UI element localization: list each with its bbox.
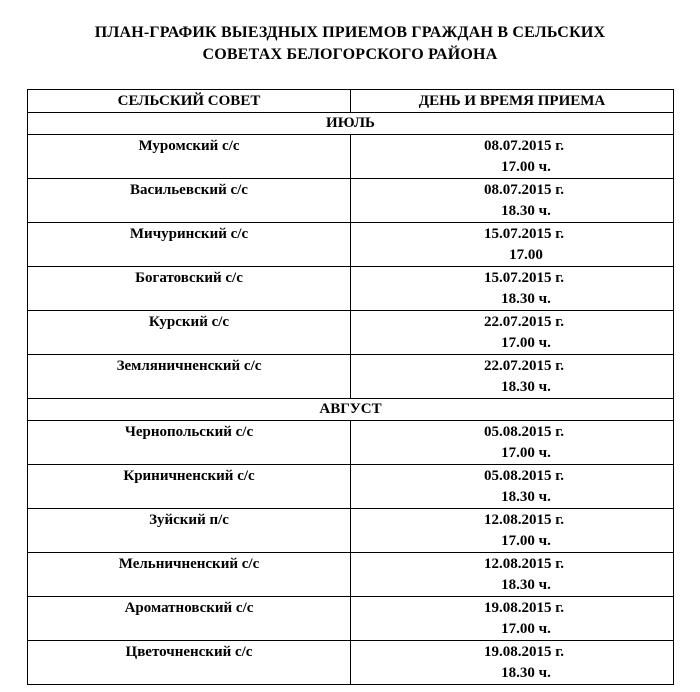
reception-date: 19.08.2015 г. <box>483 600 565 616</box>
council-name: Мичуринский с/с <box>129 226 249 242</box>
reception-date: 05.08.2015 г. <box>483 424 565 440</box>
reception-time: 18.30 ч. <box>501 665 551 681</box>
council-name: Чернопольский с/с <box>124 424 254 440</box>
reception-date: 05.08.2015 г. <box>483 468 565 484</box>
table-row <box>28 553 674 597</box>
reception-time: 17.00 ч. <box>501 335 551 351</box>
reception-time: 18.30 ч. <box>501 379 551 395</box>
council-name: Курский с/с <box>148 314 230 330</box>
reception-date: 22.07.2015 г. <box>483 314 565 330</box>
reception-time: 17.00 ч. <box>501 159 551 175</box>
reception-date: 15.07.2015 г. <box>483 270 565 286</box>
schedule-table <box>27 89 674 685</box>
month-label: ИЮЛЬ <box>28 113 674 135</box>
table-row <box>28 465 674 509</box>
table-row <box>28 421 674 465</box>
table-row <box>28 135 674 179</box>
council-name: Земляничненский с/с <box>116 358 262 374</box>
reception-time: 17.00 <box>509 247 543 263</box>
table-row <box>28 597 674 641</box>
council-name: Васильевский с/с <box>130 182 248 198</box>
table-row <box>28 223 674 267</box>
reception-date: 12.08.2015 г. <box>483 556 565 572</box>
table-row <box>28 509 674 553</box>
reception-time: 18.30 ч. <box>501 577 551 593</box>
month-label: АВГУСТ <box>28 399 674 421</box>
month-row-july <box>28 113 674 135</box>
table-row <box>28 641 674 685</box>
reception-time: 17.00 ч. <box>501 533 551 549</box>
reception-date: 08.07.2015 г. <box>483 138 565 154</box>
title-line-1: ПЛАН-ГРАФИК ВЫЕЗДНЫХ ПРИЕМОВ ГРАЖДАН В СЕЛЬСКИХ <box>94 24 606 41</box>
reception-time: 17.00 ч. <box>501 445 551 461</box>
council-name: Криничненский с/с <box>123 468 255 484</box>
council-name: Цветочненский с/с <box>125 644 253 660</box>
council-name: Зуйский п/с <box>149 512 229 528</box>
month-row-august <box>28 399 674 421</box>
council-name: Ароматновский с/с <box>124 600 254 616</box>
council-name: Богатовский с/с <box>135 270 243 286</box>
reception-date: 12.08.2015 г. <box>483 512 565 528</box>
title-line-2: СОВЕТАХ БЕЛОГОРСКОГО РАЙОНА <box>202 46 498 63</box>
reception-date: 22.07.2015 г. <box>483 358 565 374</box>
table-row <box>28 179 674 223</box>
header-row <box>28 90 674 113</box>
header-council: СЕЛЬСКИЙ СОВЕТ <box>28 90 351 113</box>
council-name: Муромский с/с <box>138 138 240 154</box>
reception-date: 19.08.2015 г. <box>483 644 565 660</box>
reception-date: 08.07.2015 г. <box>483 182 565 198</box>
reception-time: 17.00 ч. <box>501 621 551 637</box>
table-row <box>28 311 674 355</box>
council-name: Мельничненский с/с <box>118 556 260 572</box>
table-row <box>28 355 674 399</box>
reception-time: 18.30 ч. <box>501 489 551 505</box>
reception-time: 18.30 ч. <box>501 291 551 307</box>
table-row <box>28 267 674 311</box>
header-date-time: ДЕНЬ И ВРЕМЯ ПРИЕМА <box>351 90 674 113</box>
document-title <box>0 22 700 66</box>
reception-time: 18.30 ч. <box>501 203 551 219</box>
reception-date: 15.07.2015 г. <box>483 226 565 242</box>
